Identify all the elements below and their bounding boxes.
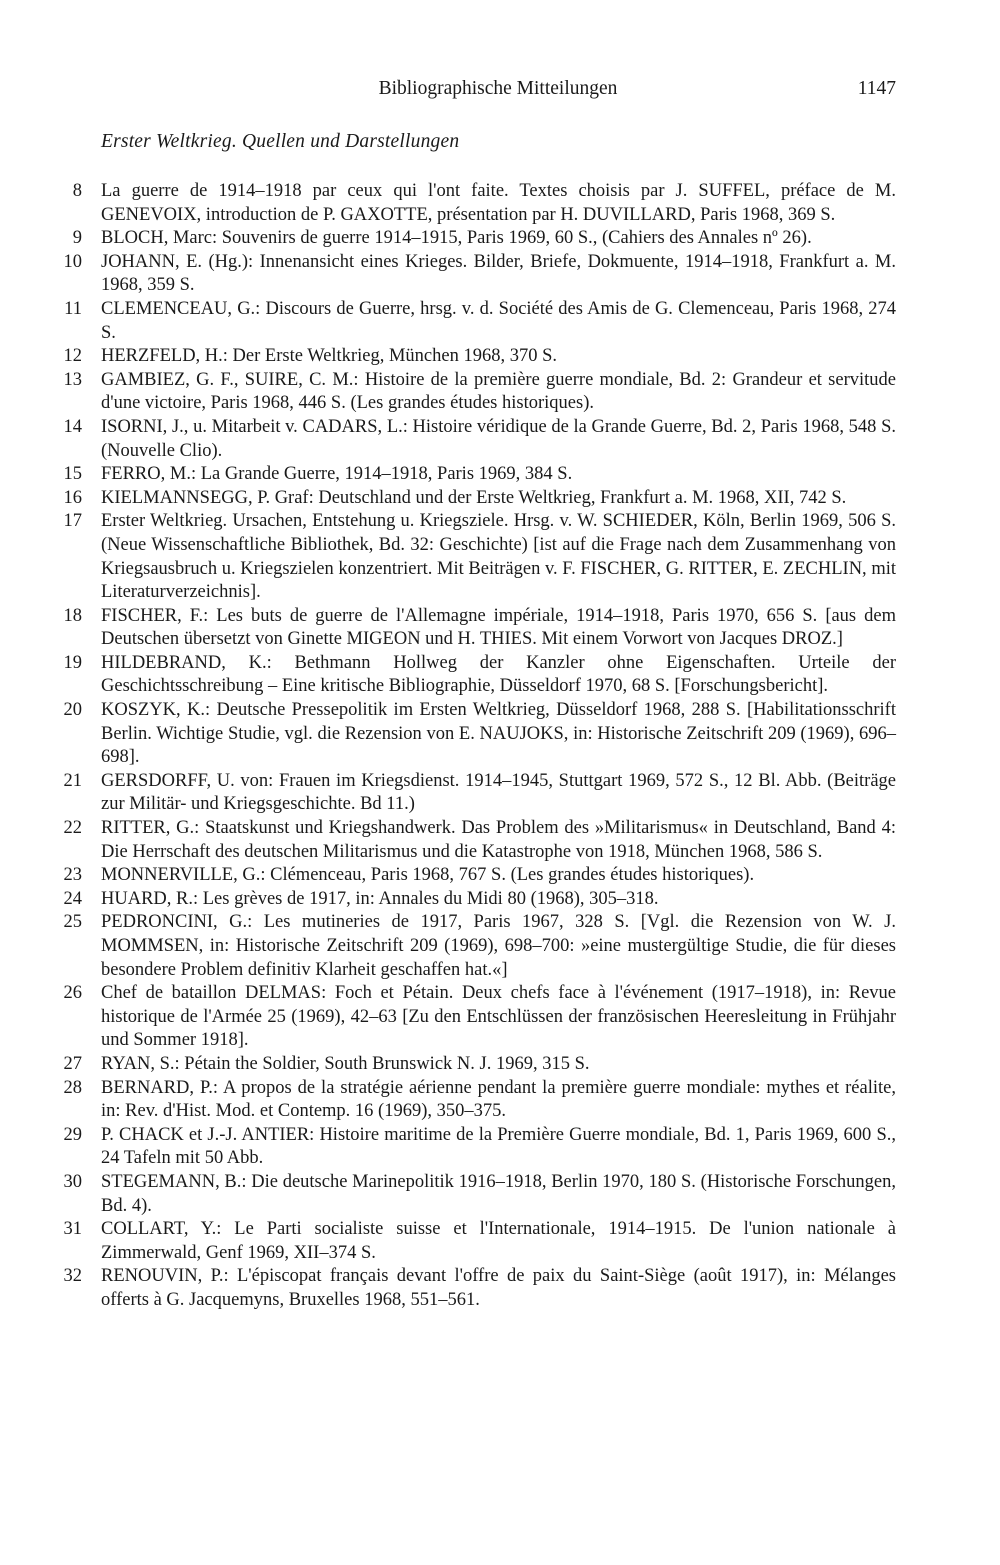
bibliography-entry [0,463,1000,487]
entry-text: HUARD, R.: Les grèves de 1917, in: Annales du Midi 80 (1968), 305–318. [101,888,659,909]
bibliography-entry [0,652,1000,699]
entry-text: Erster Weltkrieg. Ursachen, Entstehung u. Kriegsziele. Hrsg. v. W. SCHIEDER, Köln, Berlin 1969, 506 S. (Neue Wissenschaftliche Bibliothek, Bd. 32: Geschichte) [ist auf die Frage nach dem Zusammenhang von Kriegsausbruch u. Kriegszielen konzentriert. Mit Beiträgen v. F. FISCHER, G. RITTER, E. ZECHLIN, mit Literaturverzeichnis]. [101,511,896,603]
entry-number: 18 [63,605,82,626]
bibliography-entry [0,180,1000,227]
entry-text: GAMBIEZ, G. F., SUIRE, C. M.: Histoire de la première guerre mondiale, Bd. 2: Grandeur et servitude d'une victoire, Paris 1968, 446 S. (Les grandes études historiques). [101,369,896,414]
entry-number: 32 [63,1266,82,1287]
entry-number: 14 [63,416,82,437]
entry-text: KOSZYK, K.: Deutsche Pressepolitik im Ersten Weltkrieg, Düsseldorf 1968, 288 S. [Habilitationsschrift Berlin. Wichtige Studie, vgl. die Rezension von E. NAUJOKS, in: Historische Zeitschrift 209 (1969), 696–698]. [101,700,896,768]
entry-text: JOHANN, E. (Hg.): Innenansicht eines Krieges. Bilder, Briefe, Dokmuente, 1914–1918, Frankfurt a. M. 1968, 359 S. [101,251,896,296]
bibliography-entry [0,888,1000,912]
entry-text: FERRO, M.: La Grande Guerre, 1914–1918, Paris 1969, 384 S. [101,464,573,485]
entry-number: 10 [63,251,82,272]
entry-text: FISCHER, F.: Les buts de guerre de l'Allemagne impériale, 1914–1918, Paris 1970, 656 S. [aus dem Deutschen übersetzt von Ginette MIGEON und H. THIES. Mit einem Vorwort von Jacques DROZ.] [101,605,896,650]
entry-number: 11 [64,298,82,319]
bibliography-entry [0,1124,1000,1171]
bibliography-entry [0,487,1000,511]
entry-number: 13 [63,369,82,390]
entry-number: 21 [63,770,82,791]
entry-number: 15 [63,464,82,485]
entry-text: Chef de bataillon DELMAS: Foch et Pétain. Deux chefs face à l'événement (1917–1918), in: Revue historique de l'Armée 25 (1969), 42–63 [Zu den Entschlüssen der französischen Heeresleitung in Frühjahr und Sommer 1918]. [101,983,896,1051]
bibliography-entry [0,369,1000,416]
bibliography-entry [0,770,1000,817]
entry-number: 22 [63,818,82,839]
bibliography-entry [0,345,1000,369]
running-head [100,78,896,106]
running-title: Bibliographische Mitteilungen [378,78,618,99]
bibliography-entry [0,1077,1000,1124]
bibliography-entry [0,227,1000,251]
entry-text: La guerre de 1914–1918 par ceux qui l'ont faite. Textes choisis par J. SUFFEL, préface de M. GENEVOIX, introduction de P. GAXOTTE, présentation par H. DUVILLARD, Paris 1968, 369 S. [101,181,896,225]
entry-text: STEGEMANN, B.: Die deutsche Marinepolitik 1916–1918, Berlin 1970, 180 S. (Historische Forschungen, Bd. 4). [101,1171,896,1216]
bibliography-entry [0,605,1000,652]
entry-number: 23 [63,865,82,886]
entry-text: PEDRONCINI, G.: Les mutineries de 1917, Paris 1967, 328 S. [Vgl. die Rezension von W. J. MOMMSEN, in: Historische Zeitschrift 209 (1969), 698–700: »eine mustergültige Studie, die für dieses besondere Problem definitiv Klarheit geschaffen hat.«] [101,912,896,980]
entry-text: BERNARD, P.: A propos de la stratégie aérienne pendant la première guerre mondiale: mythes et réalite, in: Rev. d'Hist. Mod. et Contemp. 16 (1969), 350–375. [101,1077,896,1122]
entry-text: RYAN, S.: Pétain the Soldier, South Brunswick N. J. 1969, 315 S. [101,1053,590,1074]
section-heading: Erster Weltkrieg. Quellen und Darstellungen [101,131,460,152]
entry-number: 9 [72,228,82,249]
bibliography-entry [0,911,1000,982]
bibliography-entry [0,251,1000,298]
entry-number: 12 [63,346,82,367]
entry-text: KIELMANNSEGG, P. Graf: Deutschland und der Erste Weltkrieg, Frankfurt a. M. 1968, XII, 742 S. [101,487,847,508]
entry-text: P. CHACK et J.-J. ANTIER: Histoire maritime de la Première Guerre mondiale, Bd. 1, Paris 1969, 600 S., 24 Tafeln mit 50 Abb. [101,1124,896,1169]
entry-text: BLOCH, Marc: Souvenirs de guerre 1914–1915, Paris 1969, 60 S., (Cahiers des Annales nº 26). [101,228,812,249]
entry-number: 24 [63,888,82,909]
page-number: 1147 [857,78,896,99]
bibliography-list [0,180,1000,1313]
entry-text: ISORNI, J., u. Mitarbeit v. CADARS, L.: Histoire véridique de la Grande Guerre, Bd. 2, Paris 1968, 548 S. (Nouvelle Clio). [101,416,896,461]
entry-text: RITTER, G.: Staatskunst und Kriegshandwerk. Das Problem des »Militarismus« in Deutschland, Band 4: Die Herrschaft des deutschen Militarismus und die Katastrophe von 1918, München 1968, 586 S. [101,818,896,862]
entry-text: HILDEBRAND, K.: Bethmann Hollweg der Kanzler ohne Eigenschaften. Urteile der Geschichtsschreibung – Eine kritische Bibliographie, Düsseldorf 1970, 68 S. [Forschungsbericht]. [101,652,896,697]
bibliography-entry [0,298,1000,345]
entry-text: MONNERVILLE, G.: Clémenceau, Paris 1968, 767 S. (Les grandes études historiques). [101,865,755,886]
bibliography-entry [0,1171,1000,1218]
entry-number: 31 [63,1219,82,1240]
bibliography-entry [0,1053,1000,1077]
bibliography-entry [0,416,1000,463]
entry-number: 27 [63,1053,82,1074]
bibliography-entry [0,864,1000,888]
entry-text: GERSDORFF, U. von: Frauen im Kriegsdienst. 1914–1945, Stuttgart 1969, 572 S., 12 Bl. Abb. (Beiträge zur Militär- und Kriegsgeschichte. Bd 11.) [101,770,896,815]
entry-number: 20 [63,700,82,721]
entry-text: CLEMENCEAU, G.: Discours de Guerre, hrsg. v. d. Société des Amis de G. Clemenceau, Paris 1968, 274 S. [101,298,896,343]
entry-number: 29 [63,1124,82,1145]
entry-text: RENOUVIN, P.: L'épiscopat français devant l'offre de paix du Saint-Siège (août 1917), in: Mélanges offerts à G. Jacquemyns, Bruxelles 1968, 551–561. [101,1266,896,1310]
entry-number: 17 [63,511,82,532]
entry-text: HERZFELD, H.: Der Erste Weltkrieg, München 1968, 370 S. [101,346,557,367]
entry-number: 28 [63,1077,82,1098]
entry-number: 30 [63,1171,82,1192]
entry-number: 26 [63,983,82,1004]
bibliography-entry [0,1218,1000,1265]
bibliography-entry [0,817,1000,864]
entry-number: 16 [63,487,82,508]
bibliography-entry [0,982,1000,1053]
entry-number: 25 [63,912,82,933]
bibliography-entry [0,1265,1000,1312]
bibliography-entry [0,699,1000,770]
entry-text: COLLART, Y.: Le Parti socialiste suisse et l'Internationale, 1914–1915. De l'union nationale à Zimmerwald, Genf 1969, XII–374 S. [101,1219,896,1263]
bibliography-entry [0,510,1000,604]
entry-number: 19 [63,652,82,673]
entry-number: 8 [72,181,82,201]
